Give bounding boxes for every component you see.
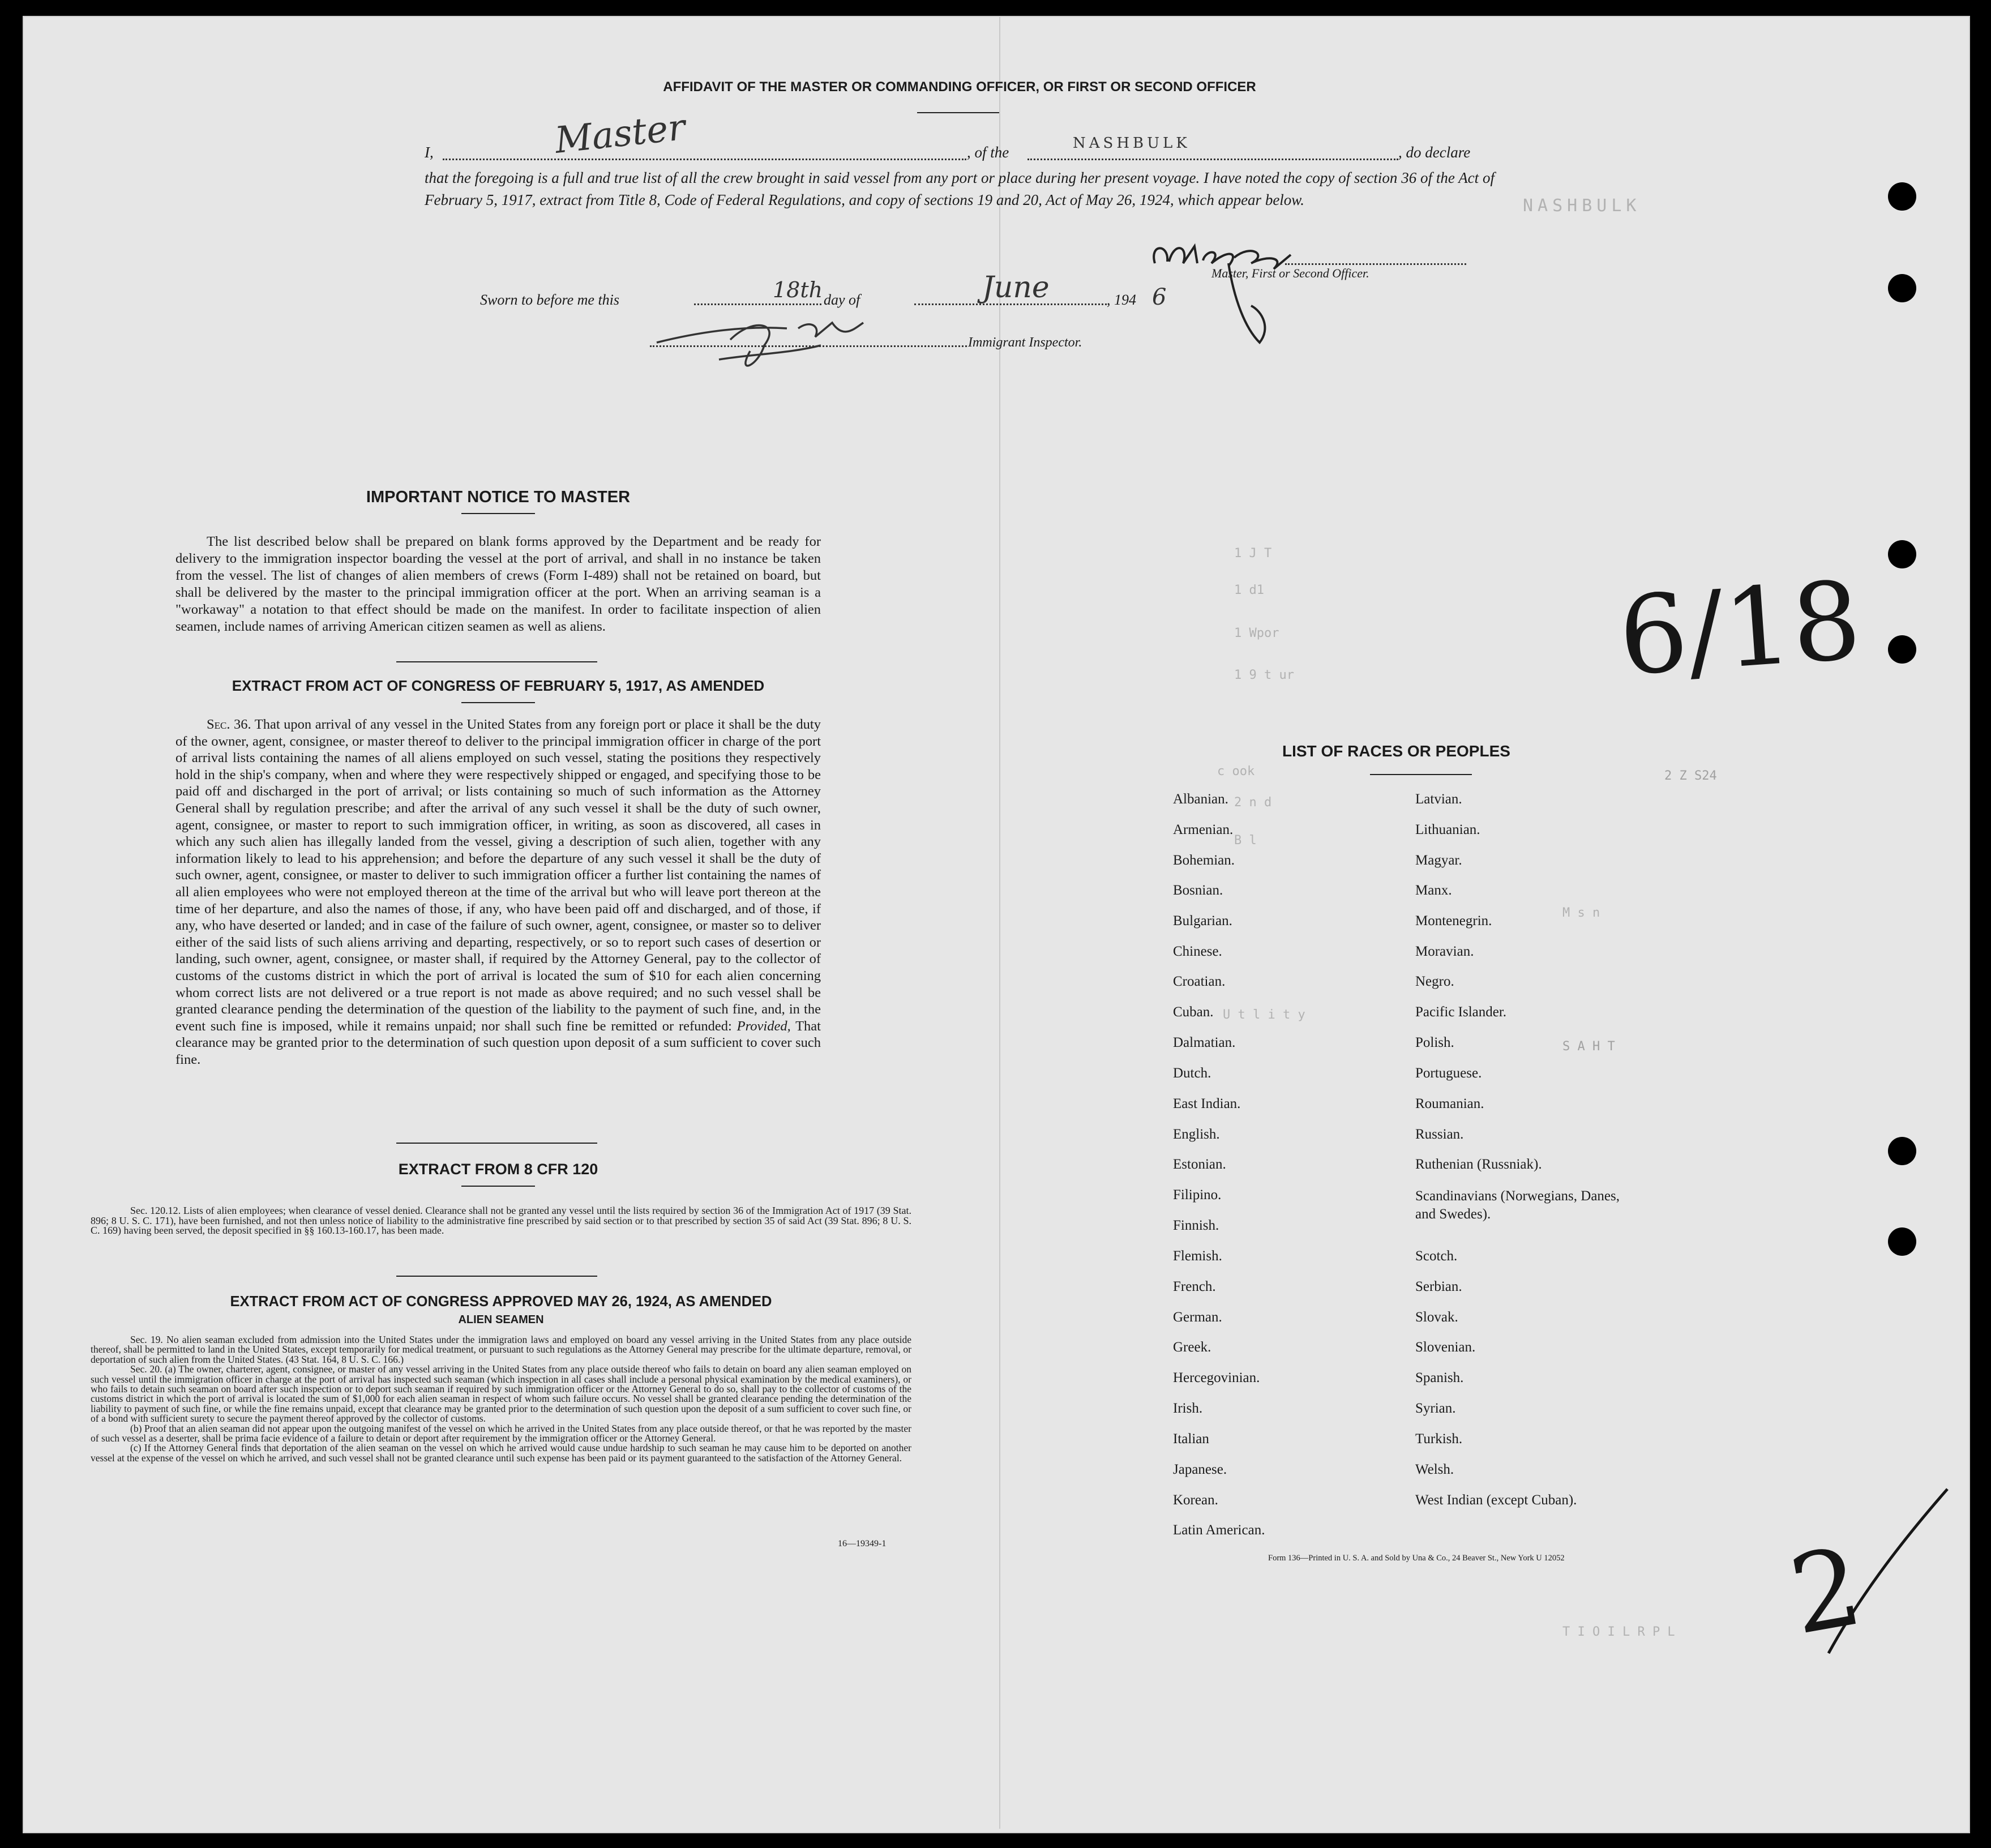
race-item: German. (1173, 1310, 1222, 1325)
race-item: Bosnian. (1173, 883, 1223, 898)
cfr-rule (461, 1186, 535, 1187)
race-item: Magyar. (1415, 853, 1462, 868)
notice-end-rule (396, 661, 597, 662)
race-item: English. (1173, 1127, 1220, 1142)
race-item: Lithuanian. (1415, 822, 1480, 837)
race-item: Italian (1173, 1431, 1209, 1447)
heading-rule (917, 112, 999, 113)
race-item: Portuguese. (1415, 1066, 1482, 1081)
provided-word: Provided, (737, 1018, 791, 1034)
affidavit-heading: AFFIDAVIT OF THE MASTER OR COMMANDING OFFICER, OR FIRST OR SECOND OFFICER (663, 79, 1256, 95)
punch-hole (1888, 1227, 1916, 1256)
punch-hole (1888, 635, 1916, 664)
race-item: Cuban. (1173, 1004, 1214, 1020)
race-item: Pacific Islander. (1415, 1004, 1507, 1020)
notice-body: The list described below shall be prepared on blank forms approved by the Department and be ready for delivery to the immigration inspector boarding the vessel at the port of arrival, and shall in no instance be taken from the vessel. The list of changes of alien members of crews (Form I-489) shall not be retained on board, but shall be delivered by the master to the principal immigration officer at the port. When an arriving seaman is a "workaway" a notation to that effect should be made on the manifest. In order to facilitate inspection of alien seamen, include names of arriving American citizen seamen as well as aliens. (175, 534, 821, 634)
section-36-body: That upon arrival of any vessel in the United States from any foreign port or place it shall be the duty of the owner, agent, consignee, or master thereof to deliver to the principal immigration officer in charge of the port of arrival lists containing the names of all aliens employed on such vessel, stating the positions they respectively hold in the ship's company, when and where they were respectively shipped or engaged, and specifying those to be paid off and discharged in the port of arrival; or lists containing so much of such information as the Attorney General shall by regulation prescribe; and after the arrival of any such vessel it shall be the duty of such owner, agent, consignee, or master to report to such immigration officer, in writing, as soon as discovered, all cases in which any such alien has illegally landed from the vessel, giving a description of such alien, together with any information likely to lead to his apprehension; and before the departure of any such vessel it shall be the duty of such owner, agent, consignee, or master to deliver to such immigration officer a further list containing the names of all alien employees who were not employed thereon at the time of the arrival but who will leave port thereon at the time of her departure, and also the names of those, if any, who have been paid off and discharged, and of those, if any, who have deserted or landed; and in case of the failure of such owner, agent, consignee, or master so to deliver either of the said lists of such aliens arriving and departing, respectively, or so to report such cases of desertion or landing, such owner, agent, consignee, or master shall, if required by the Attorney General, pay to the collector of customs of the customs district in which the port of arrival is located the sum of $10 for each alien concerning whom correct lists are not delivered or a true report is not made as above required; and no such vessel shall be granted clearance pending the determination of the question of the liability to the payment of such fine, and, in the event such fine is imposed, while it remains unpaid; nor shall such fine be remitted or refunded: (175, 717, 821, 1034)
race-item: Negro. (1415, 974, 1454, 989)
races-title: LIST OF RACES OR PEOPLES (1282, 742, 1510, 760)
bleed-through-text: 2 n d (1234, 795, 1272, 810)
race-item: Scotch. (1415, 1248, 1458, 1264)
race-item: Ruthenian (Russniak). (1415, 1157, 1542, 1172)
bleed-through-text: B l (1234, 833, 1257, 848)
race-item: Serbian. (1415, 1279, 1462, 1294)
do-declare-label: , do declare (1398, 144, 1471, 161)
race-item: Polish. (1415, 1035, 1454, 1050)
notice-rule (461, 513, 535, 514)
punch-hole (1888, 182, 1916, 211)
extract-1917-end-rule (396, 1143, 597, 1144)
race-item: Estonian. (1173, 1157, 1226, 1172)
bleed-through-text: 1 9 t ur (1234, 668, 1294, 682)
extract-1917-title: EXTRACT FROM ACT OF CONGRESS OF FEBRUARY 5, 1917, AS AMENDED (232, 677, 765, 694)
race-item: Slovak. (1415, 1310, 1458, 1325)
race-item: Greek. (1173, 1340, 1211, 1355)
bleed-through-text: 1 d1 (1234, 583, 1264, 597)
cfr-title: EXTRACT FROM 8 CFR 120 (398, 1161, 598, 1178)
handwritten-day: 18th (773, 277, 823, 302)
extract-1924-subtitle: ALIEN SEAMEN (458, 1314, 544, 1326)
year-prefix: , 194 (1107, 292, 1136, 308)
handwritten-page-fraction: 6/18 (1615, 558, 1865, 700)
extract-1924-title: EXTRACT FROM ACT OF CONGRESS APPROVED MAY 26, 1924, AS AMENDED (230, 1294, 772, 1310)
bleed-through-text: M s n (1562, 906, 1600, 920)
race-item: Hercegovinian. (1173, 1370, 1260, 1385)
race-item: Latvian. (1415, 792, 1462, 807)
race-item: Bulgarian. (1173, 913, 1232, 929)
cfr-end-rule (396, 1276, 597, 1277)
bleed-through-text: NASHBULK (1523, 196, 1641, 216)
race-item: Moravian. (1415, 944, 1474, 959)
handwritten-slash (1795, 1483, 1959, 1665)
master-name-line (443, 149, 966, 160)
race-item: Welsh. (1415, 1462, 1454, 1477)
section-20c-text: (c) If the Attorney General finds that deportation of the alien seaman on the vessel on which he arrived would cause undue hardship to such seaman he may cause him to be deported on another vessel at the expense of the vessel on which he arrived, and such vessel shall not be granted clearance until such expense has been paid or its payment guaranteed to the satisfaction of the Attorney General. (91, 1442, 911, 1464)
bleed-through-text: 1 J T (1234, 546, 1272, 561)
sworn-label: Sworn to before me this (480, 292, 620, 308)
extract-1924-body (91, 1335, 911, 1463)
punch-hole (1888, 540, 1916, 568)
day-of-label: day of (824, 292, 860, 308)
race-item: Dutch. (1173, 1066, 1211, 1081)
race-item: Irish. (1173, 1401, 1203, 1416)
race-item: Syrian. (1415, 1401, 1456, 1416)
bleed-through-text: c ook (1217, 764, 1255, 778)
race-item: East Indian. (1173, 1096, 1241, 1111)
inspector-label: Immigrant Inspector. (968, 335, 1082, 350)
section-36-label: Sec. 36. (207, 717, 251, 732)
race-item: Roumanian. (1415, 1096, 1484, 1111)
race-item: Armenian. (1173, 822, 1234, 837)
race-item: Croatian. (1173, 974, 1226, 989)
race-item: Korean. (1173, 1492, 1218, 1508)
bleed-through-text: 1 Wpor (1234, 626, 1279, 640)
race-item: Turkish. (1415, 1431, 1463, 1447)
extract-1917-rule (461, 702, 535, 703)
race-item: Bohemian. (1173, 853, 1235, 868)
officer-label: Master, First or Second Officer. (1211, 266, 1369, 280)
race-item: French. (1173, 1279, 1216, 1294)
notice-title: IMPORTANT NOTICE TO MASTER (366, 488, 631, 506)
race-item: Japanese. (1173, 1462, 1227, 1477)
handwritten-vessel: NASHBULK (1073, 135, 1191, 152)
affidavit-body: that the foregoing is a full and true list of all the crew brought in said vessel from any port or place during her present voyage. I have noted the copy of section 36 of the Act of February 5, 1917, extract from Title 8, Code of Federal Regulations, and copy of sections 19 and 20, Act of May 26, 1924, which appear below. (425, 169, 1495, 208)
race-item: Flemish. (1173, 1248, 1222, 1264)
officer-signature (1144, 232, 1313, 354)
section-36-end: That clearance may be granted prior to the determination of such question upon deposit of a sum sufficient to cover such fine. (175, 1018, 821, 1067)
section-20a-text: Sec. 20. (a) The owner, charterer, agent, consignee, or master of any vessel arriving in the United States from any place outside thereof who fails to detain on board any alien seaman employed on such vessel until the immigration officer in charge at the port of arrival has inspected such seaman (which inspection in all cases shall include a personal physical examination by the medical examiners), or who fails to detain such seaman on board after such inspection or to deport such seaman if required by such immigration officer or the Attorney General to do so, shall pay to the collector of customs of the customs district in which the port of arrival is located the sum of $1,000 for each alien seaman in respect of whom such failure occurs. No vessel shall be granted clearance pending the determination of the liability to payment of such fine, or while the fine remains unpaid, except that clearance may be granted prior to the determination of such question upon the deposit of a sum sufficient to cover such fine, or of a bond with sufficient surety to secure the payment thereof approved by the collector of customs. (91, 1363, 911, 1424)
race-item: Filipino. (1173, 1187, 1222, 1203)
race-item: Chinese. (1173, 944, 1222, 959)
race-item: Finnish. (1173, 1218, 1219, 1233)
handwritten-month: June (982, 271, 1050, 305)
races-rule (1370, 774, 1472, 775)
handwritten-page-mark: 2 (1781, 1524, 1871, 1659)
race-item: West Indian (except Cuban). (1415, 1492, 1577, 1508)
cfr-body: Sec. 120.12. Lists of alien employees; when clearance of vessel denied. Clearance shall not be granted any vessel until the lists required by section 36 of the Immigration Act of 1917 (39 Stat. 896; 8 U. S. C. 171), have been furnished, and not then unless notice of liability to the administrative fine prescribed by said section or to that prescribed by section 35 of said Act (39 Stat. 896; 8 U. S. C. 169) having been served, the deposit specified in §§ 160.13-160.17, has been made. (91, 1205, 911, 1236)
punch-hole (1888, 1137, 1916, 1165)
bleed-through-text: T I O I L R P L (1562, 1625, 1675, 1639)
race-item: Manx. (1415, 883, 1452, 898)
race-item: Scandinavians (Norwegians, Danes, and Swedes). (1415, 1188, 1620, 1222)
of-the-label: , of the (967, 144, 1009, 161)
section-20b-text: (b) Proof that an alien seaman did not appear upon the outgoing manifest of the vessel on which he arrived in the United States from any place outside thereof, or that he was reported by the master of such vessel as a deserter, shall be prima facie evidence of a failure to detain or deport after requirement by the immigration officer or the Attorney General. (91, 1422, 911, 1444)
punch-hole (1888, 274, 1916, 302)
officer-signature-line (1285, 258, 1466, 265)
race-item: Dalmatian. (1173, 1035, 1236, 1050)
printer-line: Form 136—Printed in U. S. A. and Sold by Una & Co., 24 Beaver St., New York U 12052 (1268, 1554, 1565, 1563)
bleed-through-text: 2 Z S24 (1664, 769, 1717, 783)
bleed-through-text: S A H T (1562, 1040, 1615, 1054)
handwritten-master: Master (553, 106, 687, 162)
inspector-line (650, 340, 967, 347)
race-item: Albanian. (1173, 792, 1228, 807)
section-19-text: Sec. 19. No alien seaman excluded from admission into the United States under the immigration laws and employed on board any vessel arriving in the United States from any place outside thereof, shall be permitted to land in the United States, except temporarily for medical treatment, or pursuant to such regulations as the Attorney General may prescribe for the ultimate departure, removal, or deportation of such alien from the United States. (43 Stat. 164, 8 U. S. C. 166.) (91, 1334, 911, 1365)
race-item: Slovenian. (1415, 1340, 1476, 1355)
race-item: Montenegrin. (1415, 913, 1492, 929)
section-36-text (175, 716, 821, 1068)
declaration-i: I, (425, 144, 434, 161)
race-item: Latin American. (1173, 1522, 1265, 1538)
handwritten-year: 6 (1152, 284, 1167, 310)
race-item: Spanish. (1415, 1370, 1464, 1385)
race-item: Russian. (1415, 1127, 1464, 1142)
bleed-through-text: U t l i t y (1223, 1008, 1305, 1022)
form-number: 16—19349-1 (838, 1539, 887, 1548)
